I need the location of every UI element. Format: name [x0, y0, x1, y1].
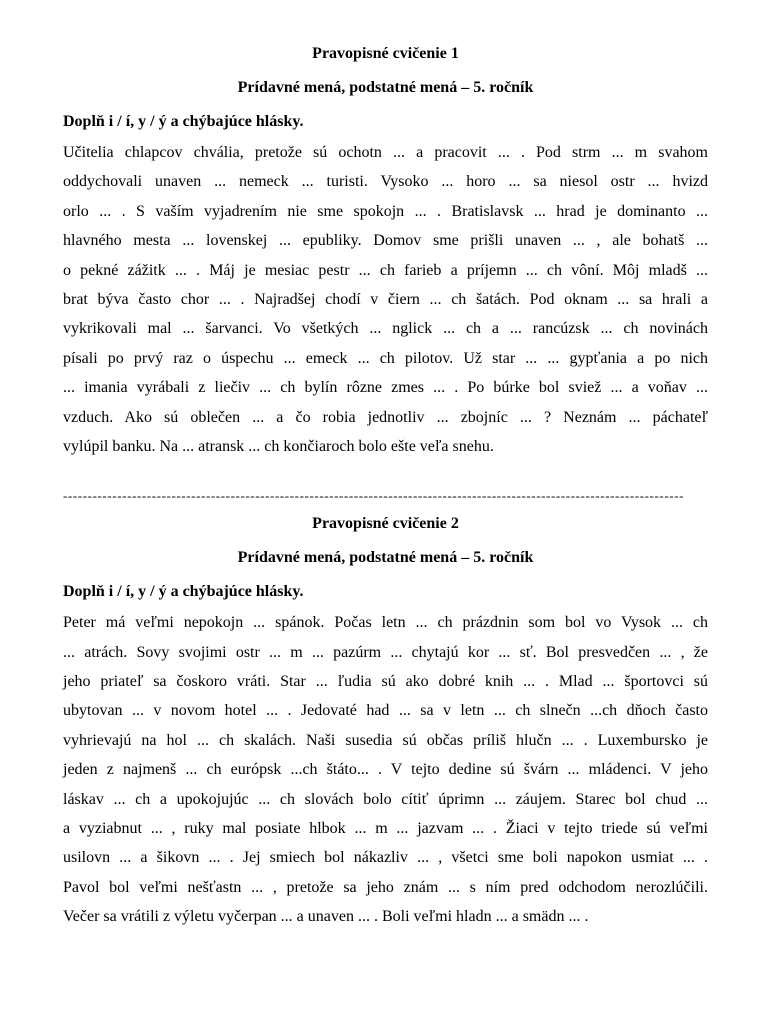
exercise-1-line: vylúpil banku. Na ... atransk ... ch končiaroch bolo ešte veľa snehu. [63, 437, 494, 455]
exercise-2-line: Večer sa vrátili z výletu vyčerpan ... a unaven ... . Boli veľmi hladn ... a smädn ... . [63, 908, 589, 926]
exercise-2-line: jeden z najmenš ... ch európsk ...ch štáto... . V tejto dedine sú švárn ... mládenci. V jeho [63, 761, 708, 779]
exercise-2-subtitle: Prídavné mená, podstatné mená – 5. ročník [237, 549, 534, 567]
exercise-1-instruction: Doplň i / í, y / ý a chýbajúce hlásky. [63, 113, 304, 130]
exercise-2-title: Pravopisné cvičenie 2 [312, 515, 459, 533]
exercise-1-line: hlavného mesta ... lovenskej ... epubliky. Domov sme prišli unaven ... , ale bohatš ... [63, 232, 708, 250]
exercise-1-line: vzduch. Ako sú oblečen ... a čo robia jednotliv ... zbojníc ... ? Neznám ... páchateľ [63, 408, 708, 426]
section-divider: ------------------------------------------------------------------------------------------------------------------------------ [63, 488, 685, 504]
exercise-1-line: brat býva často chor ... . Najradšej chodí v čiern ... ch šatách. Pod oknam ... sa hrali a [63, 290, 708, 308]
exercise-1-line: Učitelia chlapcov chvália, pretože sú ochotn ... a pracovit ... . Pod strm ... m svahom [63, 144, 708, 161]
exercise-1-line: o pekné zážitk ... . Máj je mesiac pestr ... ch farieb a príjemn ... ch vôní. Môj mladš ... [63, 261, 708, 279]
exercise-1-line: oddychovali unaven ... nemeck ... turisti. Vysoko ... horo ... sa niesol ostr ... hvizd [63, 173, 708, 191]
exercise-2-line: Peter má veľmi nepokojn ... spánok. Počas letn ... ch prázdnin som bol vo Vysok ... ch [63, 614, 708, 632]
exercise-2-line: láskav ... ch a upokojujúc ... ch slovách bolo cítiť úprimn ... záujem. Starec bol chud ... [63, 790, 708, 808]
exercise-2-line: Pavol bol veľmi nešťastn ... , pretože sa jeho znám ... s ním pred odchodom nerozlúčili. [63, 878, 708, 896]
exercise-1-text [63, 138, 708, 461]
exercise-1-line: písali po prvý raz o úspechu ... emeck ... ch pilotov. Už star ... ... gypťania a po nich [63, 349, 708, 367]
exercise-1 [63, 44, 708, 461]
exercise-2-instruction: Doplň i / í, y / ý a chýbajúce hlásky. [63, 583, 304, 601]
exercise-1-line: vykrikovali mal ... šarvanci. Vo všetkých ... nglick ... ch a ... rancúzsk ... ch novinách [63, 320, 708, 338]
exercise-2-line: vyhrievajú na hol ... ch skalách. Naši susedia sú občas príliš hlučn ... . Luxembursko je [63, 731, 708, 749]
exercise-2-line: ... atrách. Sovy svojimi ostr ... m ... pazúrm ... chytajú kor ... sť. Bol presvedčen ... , že [63, 643, 708, 661]
exercise-1-title: Pravopisné cvičenie 1 [312, 45, 459, 62]
exercise-2-text [63, 608, 708, 931]
exercise-1-line: ... imania vyrábali z liečiv ... ch bylín rôzne zmes ... . Po búrke bol sviež ... a voňav ... [63, 379, 708, 397]
exercise-2 [63, 514, 708, 931]
exercise-1-subtitle: Prídavné mená, podstatné mená – 5. ročník [237, 79, 534, 96]
worksheet-page [63, 40, 708, 932]
exercise-2-line: ubytovan ... v novom hotel ... . Jedovaté had ... sa v letn ... ch slnečn ...ch dňoch často [63, 702, 708, 720]
exercise-2-line: a vyziabnut ... , ruky mal posiate hlbok ... m ... jazvam ... . Žiaci v tejto triede sú veľmi [63, 820, 708, 838]
exercise-2-line: usilovn ... a šikovn ... . Jej smiech bol nákazliv ... , všetci sme boli napokon usmiat ... . [63, 849, 708, 867]
exercise-2-line: jeho priateľ sa čoskoro vráti. Star ... ľudia sú ako dobré knih ... . Mlad ... športovci sú [63, 673, 708, 691]
exercise-1-line: orlo ... . S vaším vyjadrením nie sme spokojn ... . Bratislavsk ... hrad je dominanto ... [63, 202, 708, 220]
